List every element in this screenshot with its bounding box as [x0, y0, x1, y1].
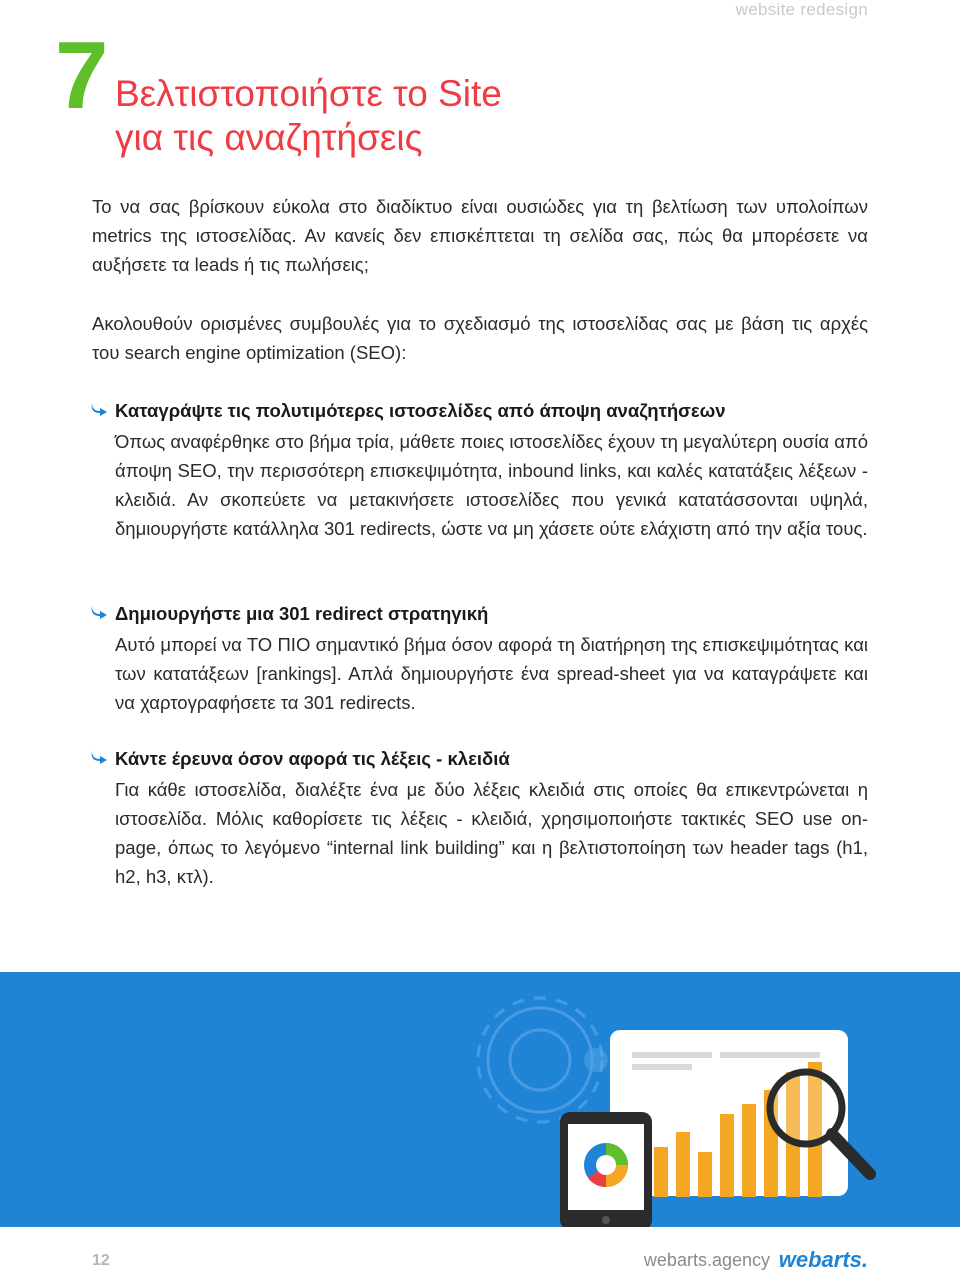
tip-body: Αυτό μπορεί να ΤΟ ΠΙΟ σημαντικό βήμα όσον αφορά τη διατήρηση της επισκεψιμότητας και των κατατάξεων [rankings]. Απλά δημιουργήστε ένα spread-sheet για να καταγράψετε και να χαρτογραφήσετε τα 301 redirects. [115, 634, 868, 713]
page-number: 12 [92, 1252, 110, 1269]
seo-illustration [0, 972, 960, 1227]
page-title [115, 72, 502, 160]
title-line-2: για τις αναζητήσεις [115, 117, 423, 158]
footer-logo: webarts. [778, 1247, 868, 1272]
tip-title: Κάντε έρευνα όσον αφορά τις λέξεις - κλειδιά [115, 748, 510, 769]
tip-2 [90, 601, 868, 717]
header-tag: website redesign [735, 0, 868, 19]
tip-3 [90, 746, 868, 891]
arrow-icon [90, 402, 110, 416]
tip-body: Όπως αναφέρθηκε στο βήμα τρία, μάθετε ποιες ιστοσελίδες έχουν τη μεγαλύτερη ουσία από άποψη SEO, την περισσότερη επισκεψιμότητα, inbound links, και καλές κατατάξεις λέξεων - κλειδιά. Αν σκοπεύετε να μετακινήσετε ιστοσελίδες που γενικά κατατάσσονται υψηλά, δημιουργήστε κατάλληλα 301 redirects, ώστε να μη χάσετε ούτε ελάχιστη από την αξία τους. [115, 431, 868, 539]
intro-paragraph-2: Ακολουθούν ορισμένες συμβουλές για το σχεδιασμό της ιστοσελίδας σας με βάση τις αρχές του search engine optimization (SEO): [92, 313, 868, 363]
title-line-1: Βελτιστοποιήστε το Site [115, 73, 502, 114]
illustration-banner [0, 972, 960, 1227]
gear-icon [584, 1048, 608, 1072]
tip-title: Δημιουργήστε μια 301 redirect στρατηγική [115, 603, 489, 624]
chapter-number: 7 [55, 22, 105, 129]
intro-paragraph-1: Το να σας βρίσκουν εύκολα στο διαδίκτυο είναι ουσιώδες για τη βελτίωση των υπολοίπων metrics της ιστοσελίδας. Αν κανείς δεν επισκέπτεται τη σελίδα σας, πώς θα μπορέσετε να αυξήσετε τα leads ή τις πωλήσεις; [92, 196, 868, 275]
footer-site-link[interactable]: webarts.agency [643, 1250, 770, 1270]
gear-icon [478, 998, 602, 1122]
tip-body: Για κάθε ιστοσελίδα, διαλέξτε ένα με δύο λέξεις κλειδιά στις οποίες θα επικεντρώνεται η ιστοσελίδα. Μόλις καθορίσετε τις λέξεις - κλειδιά, χρησιμοποιήστε τακτικές SEO use on-page, όπως το λεγόμενο “internal link building” και η βελτιστοποίηση των header tags (h1, h2, h3, κτλ). [115, 779, 868, 887]
arrow-icon [90, 605, 110, 619]
tablet-icon [560, 1112, 652, 1227]
tip-1 [90, 398, 868, 543]
arrow-icon [90, 750, 110, 764]
tip-title: Καταγράψτε τις πολυτιμότερες ιστοσελίδες από άποψη αναζητήσεων [115, 400, 726, 421]
